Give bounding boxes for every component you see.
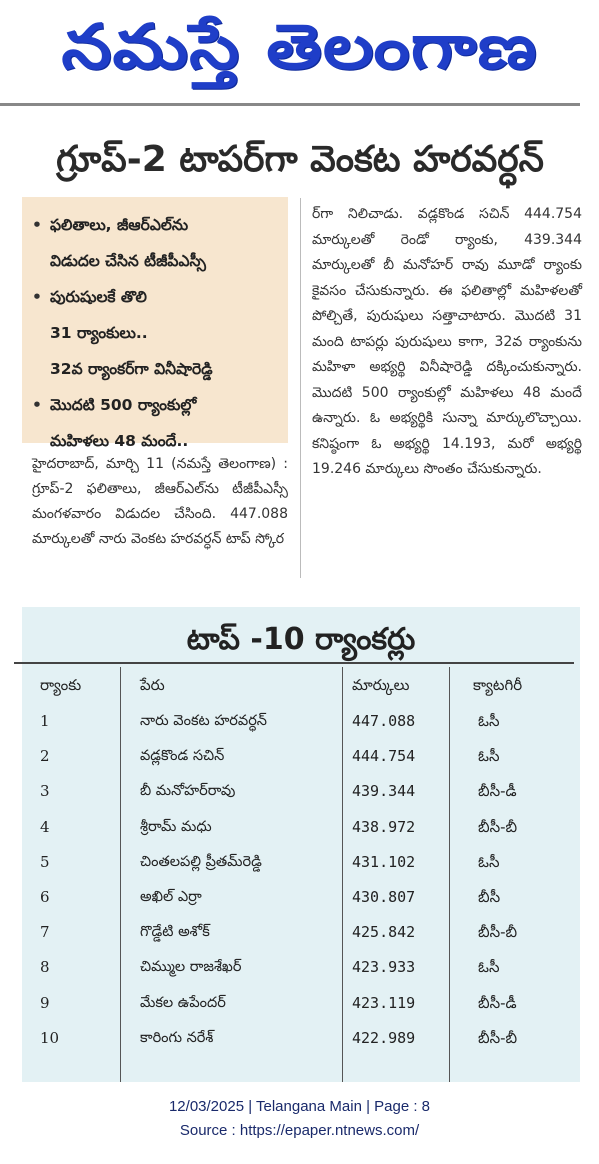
cell-rank: 8 (40, 958, 50, 976)
bullet-icon: • (32, 216, 42, 234)
highlight-line: విడుదల చేసిన టీజీపీఎస్సీ (50, 252, 206, 270)
column-line (449, 667, 450, 1082)
cell-rank: 10 (40, 1029, 60, 1047)
cell-marks: 444.754 (352, 747, 416, 765)
cell-rank: 7 (40, 923, 50, 941)
cell-name: గొడ్డేటి అశోక్ (140, 924, 210, 940)
cell-category: బీసీ (478, 888, 501, 906)
masthead-title: నమస్తే తెలంగాణ (61, 10, 538, 83)
cell-marks: 439.344 (352, 782, 416, 800)
article-body-right: ర్‌గా నిలిచాడు. వడ్లకొండ సచిన్ 444.754 మార్కులతో రెండో ర్యాంకు, 439.344 మార్కులతో బీ మనోహర్ రావు మూడో ర్యాంకు కైవసం చేసుకున్నారు. ఈ ఫలితాల్లో మహిళలతో పోల్చితే, పురుషులు సత్తాచాటారు. మొదటి 31 మంది టాపర్లు పురుషులు కాగా, 32వ ర్యాంకును మహిళా అభ్యర్థి వినీషారెడ్డి దక్కించుకున్నారు. మొదటి 500 ర్యాంకుల్లో మహిళలు 48 మందే ఉన్నారు. ఓ అభ్యర్థికి సున్నా మార్కులొచ్చాయి. కనిష్ఠంగా ఓ అభ్యర్థి 14.193, మరో అభ్యర్థి 19.246 మార్కులు సొంతం చేసుకున్నారు. (312, 206, 582, 477)
column-line (120, 667, 121, 1082)
page-footer (0, 1095, 599, 1143)
cell-category: బీసీ-బీ (478, 818, 518, 836)
header-rank: ర్యాంకు (40, 676, 82, 694)
cell-category: ఓసీ (478, 747, 500, 765)
header-name: పేరు (140, 676, 165, 694)
column-divider (300, 198, 301, 578)
cell-marks: 430.807 (352, 888, 416, 906)
cell-name: అఖిల్ ఎర్రా (140, 889, 202, 905)
highlight-line: మహిళలు 48 మందే.. (50, 432, 189, 450)
cell-name: చింతలపల్లి ప్రీతమ్‌రెడ్డి (140, 854, 262, 870)
highlight-line: 32వ ర్యాంకర్‌గా వినీషారెడ్డి (50, 360, 213, 378)
bullet-icon: • (32, 396, 42, 414)
header-category: క్యాటగిరీ (473, 676, 523, 694)
cell-rank: 3 (40, 782, 50, 800)
cell-rank: 6 (40, 888, 50, 906)
cell-category: బీసీ-బీ (478, 1029, 518, 1047)
cell-rank: 2 (40, 747, 50, 765)
cell-category: ఓసీ (478, 853, 500, 871)
cell-name: కారింగు నరేశ్ (140, 1030, 214, 1046)
cell-name: శ్రీరామ్ మధు (140, 819, 212, 835)
cell-category: ఓసీ (478, 958, 500, 976)
masthead (0, 0, 599, 105)
highlights-box (22, 197, 288, 450)
cell-marks: 422.989 (352, 1029, 416, 1047)
cell-name: మేకల ఉపేందర్ (140, 995, 226, 1011)
masthead-rule (0, 103, 580, 106)
cell-marks: 423.119 (352, 994, 416, 1012)
cell-category: బీసీ-బీ (478, 923, 518, 941)
highlight-line: మొదటి 500 ర్యాంకుల్లో (50, 396, 197, 414)
cell-marks: 447.088 (352, 712, 416, 730)
cell-rank: 5 (40, 853, 50, 871)
cell-rank: 4 (40, 818, 50, 836)
highlight-item (32, 387, 280, 459)
footer-edition: 12/03/2025 | Telangana Main | Page : 8 (168, 1098, 431, 1115)
highlight-line: 31 ర్యాంకులు.. (50, 324, 148, 342)
highlight-line: ఫలితాలు, జీఆర్‌ఎల్‌ను (50, 216, 189, 234)
cell-marks: 423.933 (352, 958, 416, 976)
cell-marks: 431.102 (352, 853, 416, 871)
article-body-left: హైదరాబాద్, మార్చి 11 (నమస్తే తెలంగాణ) : గ్రూప్-2 ఫలితాలు, జీఆర్‌ఎల్‌ను టీజీపీఎస్సీ మంగళవారం విడుదల చేసింది. 447.088 మార్కులతో నారు వెంకట హరవర్ధన్ టాప్ స్కోర (32, 456, 288, 547)
cell-name: వడ్లకొండ సచిన్ (140, 748, 225, 764)
cell-name: నారు వెంకట హరవర్ధన్ (140, 713, 267, 729)
table-title: టాప్ -10 ర్యాంకర్లు (186, 622, 416, 657)
cell-category: బీసీ-డీ (478, 782, 517, 800)
cell-marks: 425.842 (352, 923, 416, 941)
header-marks: మార్కులు (352, 676, 410, 694)
cell-marks: 438.972 (352, 818, 416, 836)
highlight-item (32, 279, 280, 387)
cell-category: బీసీ-డీ (478, 994, 517, 1012)
bullet-icon: • (32, 288, 42, 306)
cell-name: చిమ్ముల రాజశేఖర్ (140, 959, 242, 975)
footer-source: Source : https://epaper.ntnews.com/ (179, 1122, 420, 1139)
highlight-line: పురుషులకే తొలి (50, 288, 147, 306)
highlight-item (32, 207, 280, 279)
cell-rank: 1 (40, 712, 50, 730)
cell-name: బీ మనోహర్‌రావు (140, 783, 236, 799)
column-line (342, 667, 343, 1082)
table-header-rule (14, 662, 574, 664)
cell-rank: 9 (40, 994, 50, 1012)
article-headline: గ్రూప్-2 టాపర్‌గా వెంకట హరవర్ధన్ (56, 139, 544, 180)
cell-category: ఓసీ (478, 712, 500, 730)
